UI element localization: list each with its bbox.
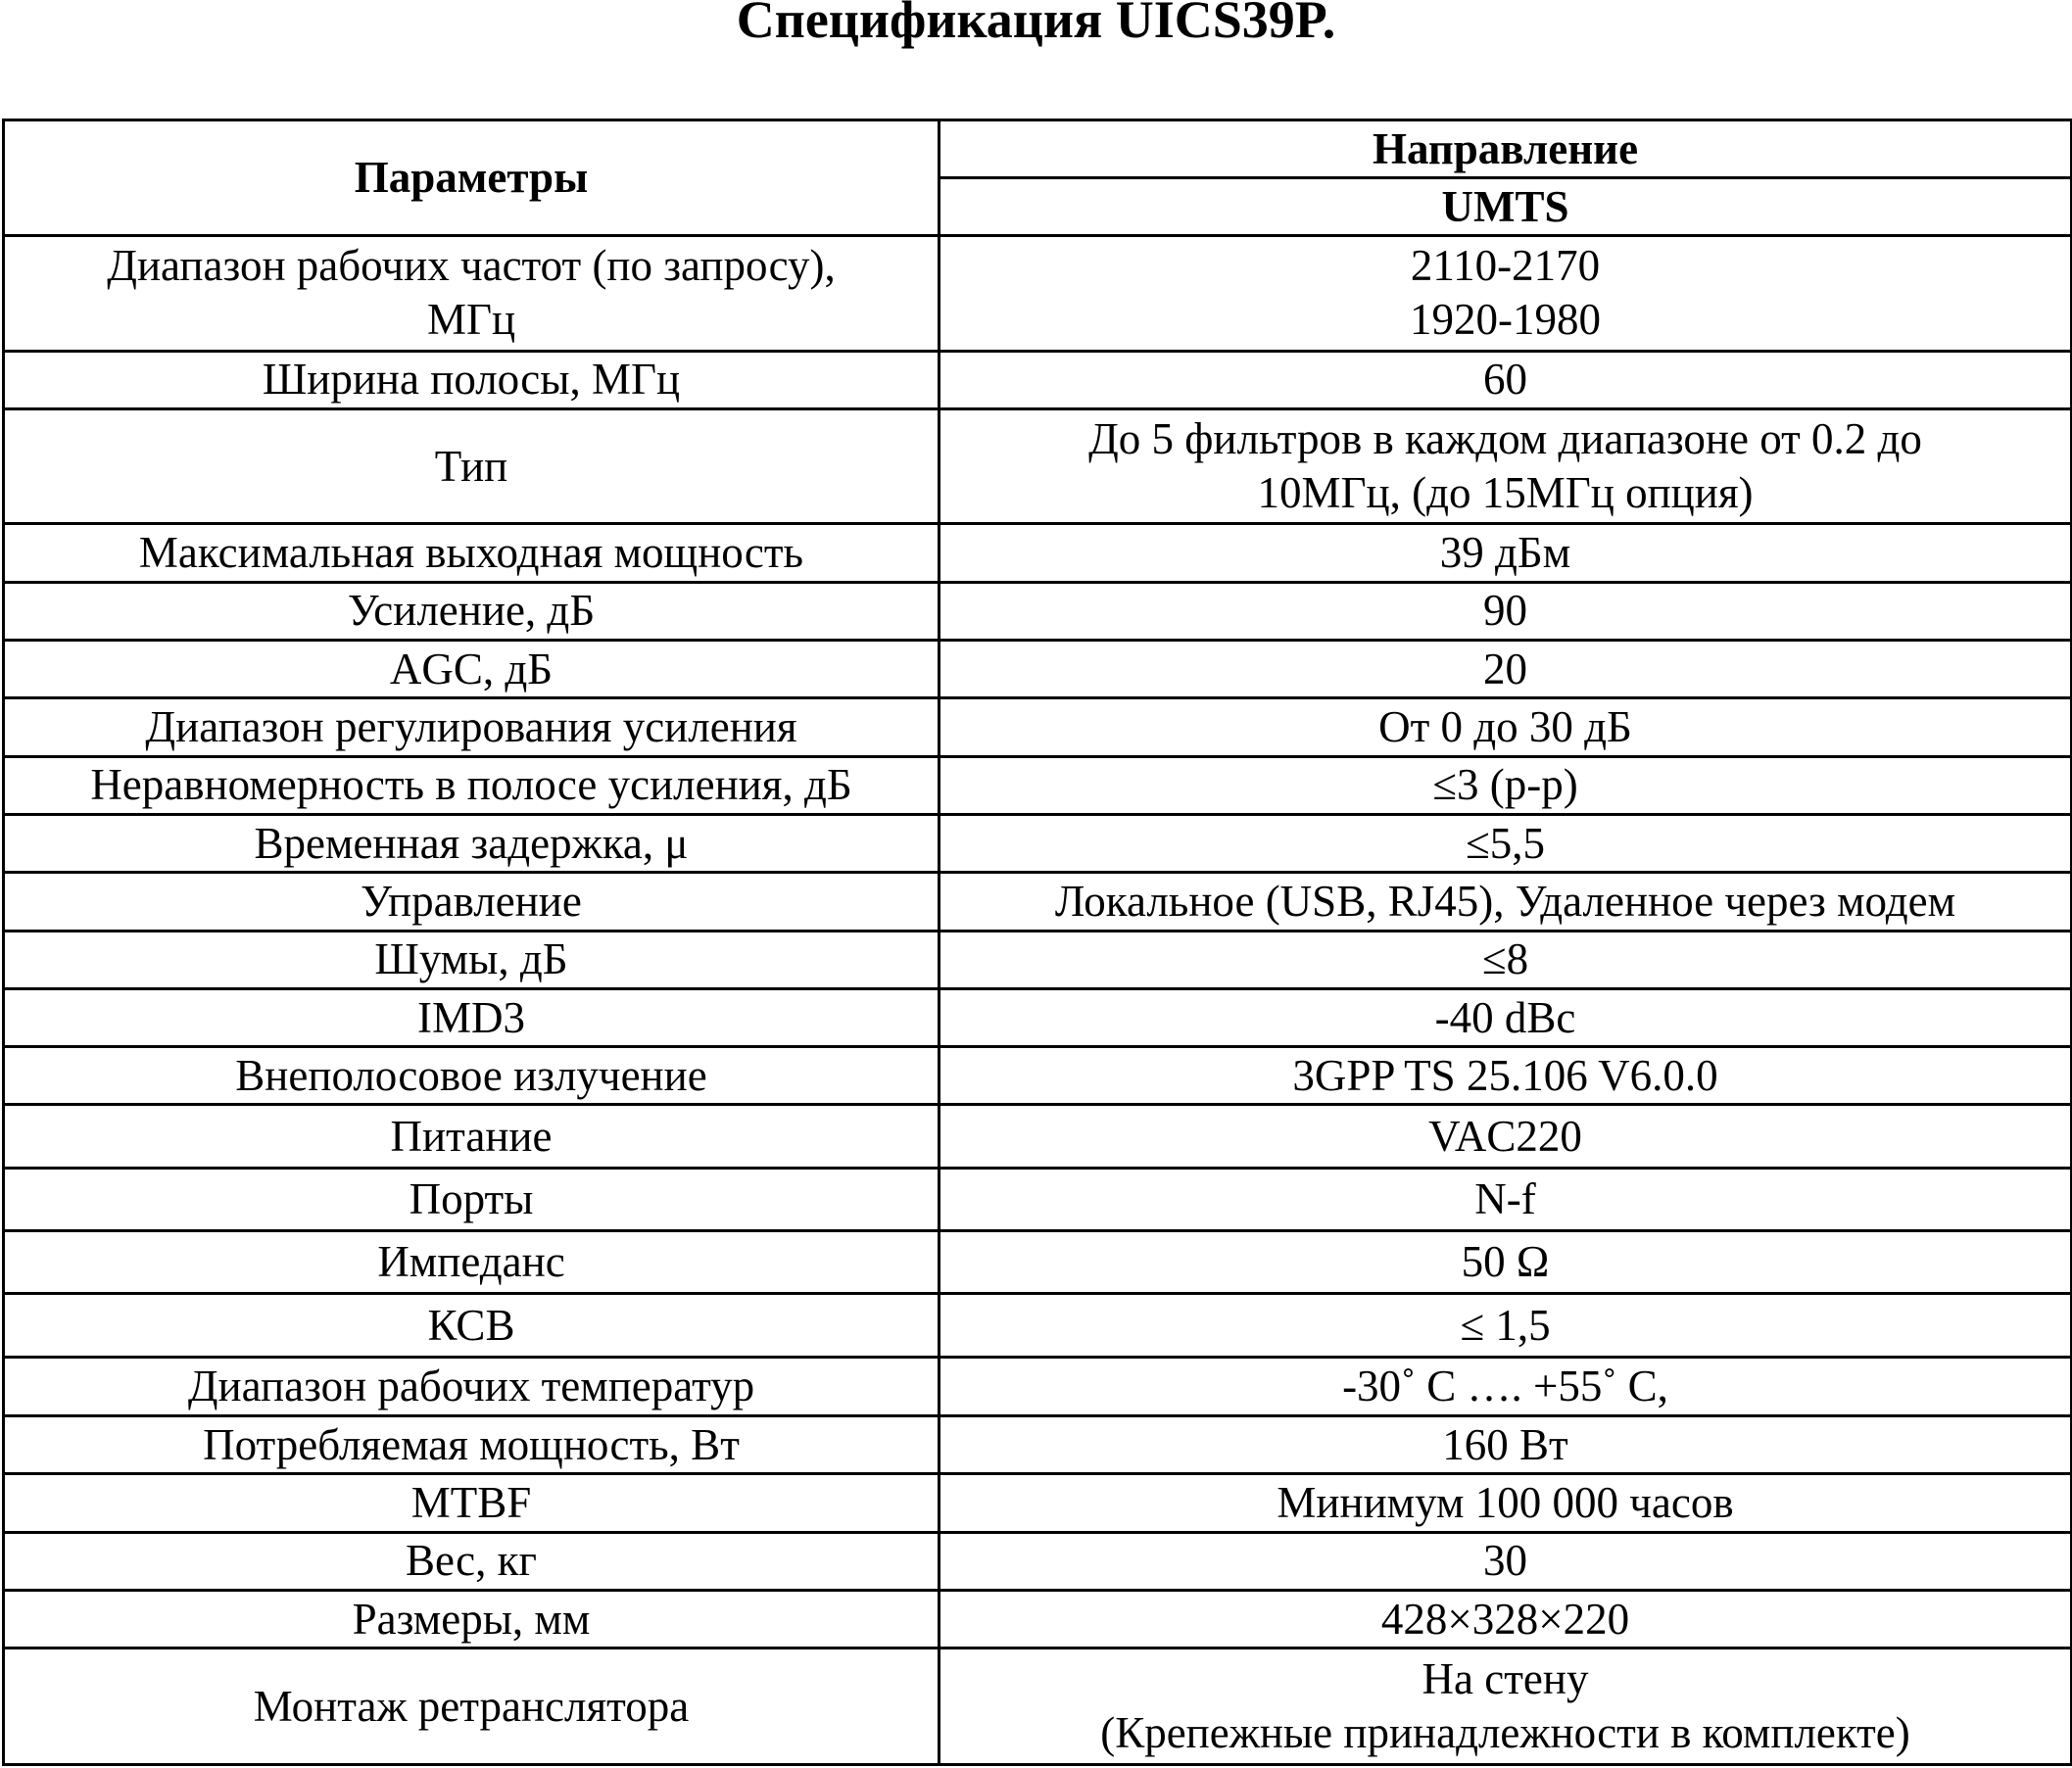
row-param: Временная задержка, μ [4,814,940,872]
row-param: Диапазон рабочих температур [4,1357,940,1415]
row-param: Размеры, мм [4,1590,940,1648]
table-row [4,408,2072,524]
row-param: Максимальная выходная мощность [4,524,940,582]
table-row [4,1105,2072,1168]
row-value: ≤5,5 [940,814,2072,872]
row-value: 30 [940,1532,2072,1590]
row-value: ≤3 (p-p) [940,756,2072,814]
row-param: Шумы, дБ [4,931,940,988]
row-param: AGC, дБ [4,641,940,698]
row-value: 2110-2170 1920-1980 [940,236,2072,352]
row-value: 50 Ω [940,1231,2072,1294]
table-row [4,873,2072,931]
table-row [4,524,2072,582]
specification-table [2,119,2072,1766]
row-value: От 0 до 30 дБ [940,698,2072,756]
row-param: Вес, кг [4,1532,940,1590]
table-row [4,1168,2072,1230]
row-value: До 5 фильтров в каждом диапазоне от 0.2 до 10МГц, (до 15МГц опция) [940,408,2072,524]
table-row [4,1649,2072,1765]
row-value: 90 [940,582,2072,640]
table-row [4,1357,2072,1415]
row-value: Минимум 100 000 часов [940,1474,2072,1532]
row-value: 60 [940,351,2072,408]
row-param: Ширина полосы, МГц [4,351,940,408]
table-row [4,1231,2072,1294]
table-row [4,1047,2072,1105]
row-value: -40 dBc [940,988,2072,1046]
table-row [4,641,2072,698]
row-param: Импеданс [4,1231,940,1294]
header-parameters: Параметры [4,120,940,236]
row-param: Питание [4,1105,940,1168]
header-band: UMTS [940,178,2072,236]
row-value: 39 дБм [940,524,2072,582]
table-row [4,814,2072,872]
table-row [4,1590,2072,1648]
table-header [4,120,2072,236]
row-value: VAC220 [940,1105,2072,1168]
row-value: На стену (Крепежные принадлежности в комплекте) [940,1649,2072,1765]
row-param: Неравномерность в полосе усиления, дБ [4,756,940,814]
table-row [4,1532,2072,1590]
row-value: Локальное (USB, RJ45), Удаленное через модем [940,873,2072,931]
table-row [4,351,2072,408]
table-row [4,931,2072,988]
row-param: Усиление, дБ [4,582,940,640]
row-param: КСВ [4,1294,940,1357]
row-value: N-f [940,1168,2072,1230]
row-param: Тип [4,408,940,524]
row-param: MTBF [4,1474,940,1532]
row-param: IMD3 [4,988,940,1046]
table-row [4,1474,2072,1532]
row-param: Диапазон регулирования усиления [4,698,940,756]
table-row [4,988,2072,1046]
row-param: Потребляемая мощность, Вт [4,1416,940,1474]
row-value: 3GPP TS 25.106 V6.0.0 [940,1047,2072,1105]
row-value: 428×328×220 [940,1590,2072,1648]
row-value: 160 Вт [940,1416,2072,1474]
table-row [4,1294,2072,1357]
row-value: 20 [940,641,2072,698]
table-row [4,698,2072,756]
row-param: Внеполосовое излучение [4,1047,940,1105]
table-row [4,756,2072,814]
row-param: Диапазон рабочих частот (по запросу), МГц [4,236,940,352]
row-param: Управление [4,873,940,931]
row-value: ≤ 1,5 [940,1294,2072,1357]
table-row [4,582,2072,640]
row-value: ≤8 [940,931,2072,988]
row-value: -30˚ C …. +55˚ C, [940,1357,2072,1415]
page-title: Спецификация UICS39P. [736,0,1336,49]
row-param: Порты [4,1168,940,1230]
row-param: Монтаж ретранслятора [4,1649,940,1765]
table-row [4,1416,2072,1474]
table-row [4,236,2072,352]
header-direction: Направление [940,120,2072,178]
